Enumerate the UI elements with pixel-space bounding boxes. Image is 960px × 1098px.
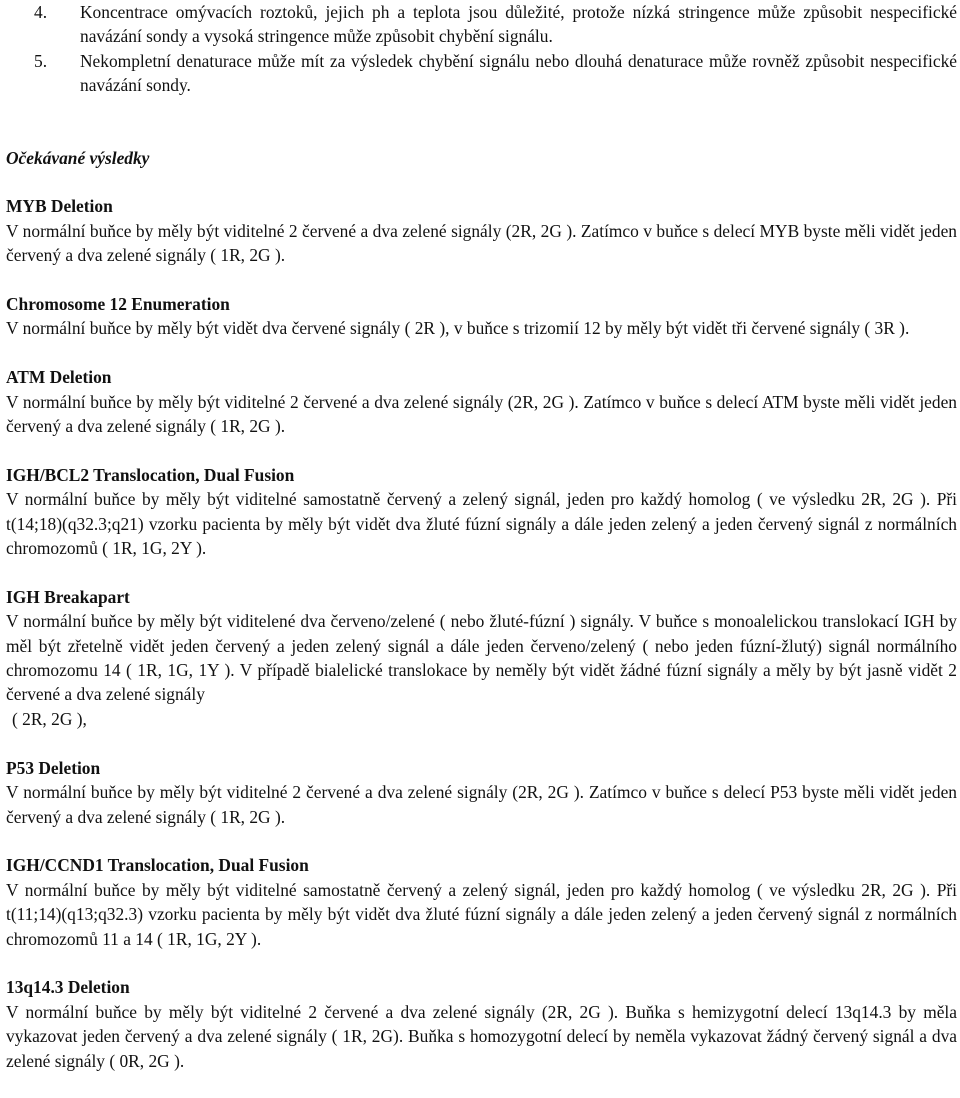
section-body: V normální buňce by měly být viditelné 2 červené a dva zelené signály (2R, 2G ). Zatímco v buňce s delecí ATM byste měli vidět jeden červený a dva zelené signály ( 1R, 2G ). bbox=[6, 391, 957, 437]
section-igh-ccnd1-translocation bbox=[6, 853, 957, 951]
list-item-number: 5. bbox=[34, 50, 48, 71]
section-title: P53 Deletion bbox=[6, 757, 101, 778]
list-item-text: Koncentrace omývacích roztoků, jejich ph a teplota jsou důležité, protože nízká stringence může způsobit nespecifické navázání sondy a vysoká stringence může způsobit chybění signálu. bbox=[80, 2, 957, 47]
section-body: V normální buňce by měly být viditelené dva červeno/zelené ( nebo žluté-fúzní ) signály. V buňce s monoalelickou translokací IGH by měl být zřetelně vidět jeden červený a jeden zelený signál a dále jeden červeno/zelený ( nebo jeden fúzní-žlutý) signál normálního chromozomu 14 ( 1R, 1G, 1Y ). V případě bialelické translokace by neměly být vidět žádné fúzní signály a měly by být jasně vidět 2 červené a dva zelené signály bbox=[6, 611, 957, 705]
section-myb-deletion bbox=[6, 194, 957, 267]
section-body: V normální buňce by měly být viditelné samostatně červený a zelený signál, jeden pro každý homolog ( ve výsledku 2R, 2G ). Při t(14;18)(q32.3;q21) vzorku pacienta by měly být vidět dva žluté fúzní signály a dále jeden zelený a jeden červený signál z normálních chromozomů ( 1R, 1G, 2Y ). bbox=[6, 489, 957, 559]
section-title: IGH/CCND1 Translocation, Dual Fusion bbox=[6, 855, 309, 876]
section-title: MYB Deletion bbox=[6, 196, 113, 217]
list-item bbox=[6, 0, 957, 49]
section-body-continuation: ( 2R, 2G ), bbox=[12, 708, 87, 729]
list-item-text: Nekompletní denaturace může mít za výsledek chybění signálu nebo dlouhá denaturace může rovněž způsobit nespecifické navázání sondy. bbox=[80, 50, 957, 96]
section-13q14-3-deletion bbox=[6, 975, 957, 1073]
section-body: V normální buňce by měly být viditelné 2 červené a dva zelené signály (2R, 2G ). Zatímco v buňce s delecí MYB byste měli vidět jeden červený a dva zelené signály ( 1R, 2G ). bbox=[6, 220, 957, 266]
section-chromosome-12-enumeration bbox=[6, 292, 957, 341]
section-title: 13q14.3 Deletion bbox=[6, 977, 130, 998]
section-title: IGH Breakapart bbox=[6, 586, 130, 607]
section-igh-breakapart bbox=[6, 585, 957, 731]
section-title: IGH/BCL2 Translocation, Dual Fusion bbox=[6, 464, 295, 485]
section-atm-deletion bbox=[6, 365, 957, 438]
section-body: V normální buňce by měly být viditelné 2 červené a dva zelené signály (2R, 2G ). Buňka s hemizygotní delecí 13q14.3 by měla vykazovat jeden červený a dva zelené signály ( 1R, 2G). Buňka s homozygotní delecí by neměla vykazovat žádný červený signál a dva zelené signály ( 0R, 2G ). bbox=[6, 1001, 957, 1071]
numbered-list bbox=[6, 0, 957, 98]
section-heading-expected-results: Očekávané výsledky bbox=[6, 147, 150, 168]
document-page bbox=[6, 0, 957, 1073]
section-title: ATM Deletion bbox=[6, 367, 112, 388]
section-igh-bcl2-translocation bbox=[6, 463, 957, 561]
section-body: V normální buňce by měly být vidět dva červené signály ( 2R ), v buňce s trizomií 12 by měly být vidět tři červené signály ( 3R ). bbox=[6, 318, 910, 339]
section-body: V normální buňce by měly být viditelné 2 červené a dva zelené signály (2R, 2G ). Zatímco v buňce s delecí P53 byste měli vidět jeden červený a dva zelené signály ( 1R, 2G ). bbox=[6, 782, 957, 827]
list-item-number: 4. bbox=[34, 2, 48, 22]
section-p53-deletion bbox=[6, 756, 957, 829]
section-body: V normální buňce by měly být viditelné samostatně červený a zelený signál, jeden pro každý homolog ( ve výsledku 2R, 2G ). Při t(11;14)(q13;q32.3) vzorku pacienta by měly být vidět dva žluté fúzní signály a dále jeden zelený a jeden červený signál z normálních chromozomů 11 a 14 ( 1R, 1G, 2Y ). bbox=[6, 879, 957, 949]
list-item bbox=[6, 49, 957, 98]
section-title: Chromosome 12 Enumeration bbox=[6, 294, 230, 315]
